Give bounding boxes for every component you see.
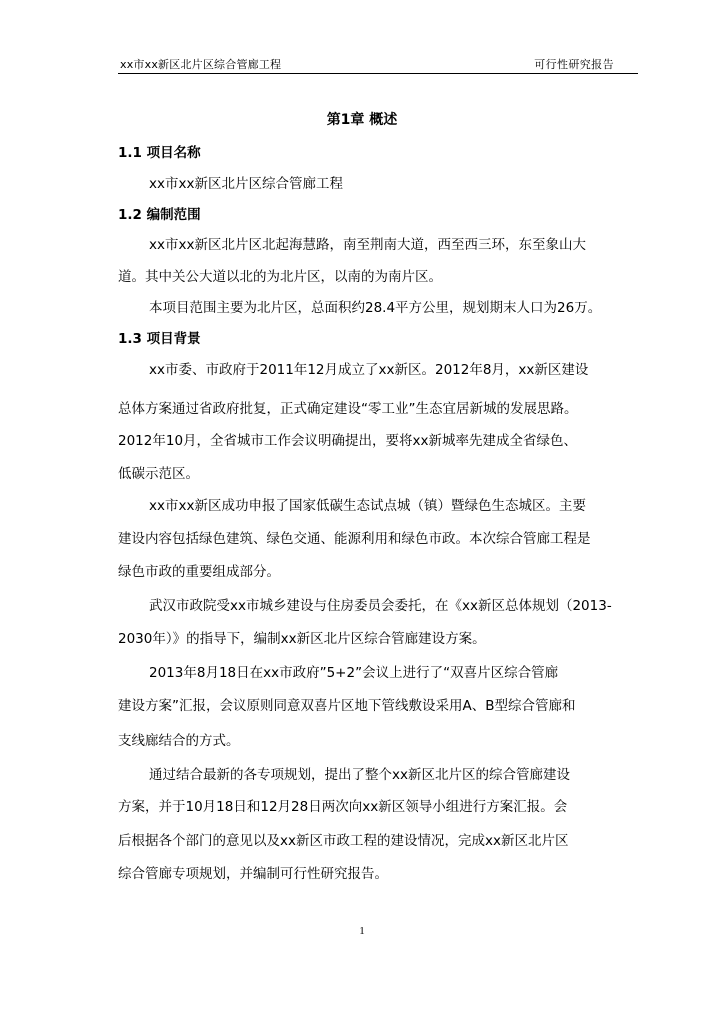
- section-heading-1-2: 1.2 编制范围: [118, 207, 201, 223]
- paragraph-line: 总体方案通过省政府批复，正式确定建设“零工业”生态宜居新城的发展思路。: [118, 401, 578, 417]
- header-project-name: xx市xx新区北片区综合管廊工程: [120, 58, 282, 71]
- paragraph-line: 建设内容包括绿色建筑、绿色交通、能源利用和绿色市政。本次综合管廊工程是: [118, 531, 591, 547]
- paragraph-line: 方案，并于10月18日和12月28日两次向xx新区领导小组进行方案汇报。会: [118, 799, 568, 815]
- paragraph-line: 绿色市政的重要组成部分。: [118, 564, 280, 580]
- paragraph-line: 低碳示范区。: [118, 466, 199, 482]
- section-heading-1-3: 1.3 项目背景: [118, 331, 201, 347]
- header-report-type: 可行性研究报告: [534, 58, 614, 71]
- header-divider: [118, 73, 638, 74]
- paragraph-line: 建设方案”汇报，会议原则同意双喜片区地下管线敷设采用A、B型综合管廊和: [118, 698, 576, 714]
- paragraph-line: xx市xx新区北片区北起海慧路，南至荆南大道，西至西三环，东至象山大: [149, 237, 586, 253]
- paragraph-line: 2013年8月18日在xx市政府”5+2”会议上进行了“双喜片区综合管廊: [149, 665, 559, 681]
- paragraph-line: 2030年）》的指导下，编制xx新区北片区综合管廊建设方案。: [118, 631, 486, 647]
- paragraph-line: xx市委、市政府于2011年12月成立了xx新区。2012年8月，xx新区建设: [149, 362, 589, 378]
- section-heading-1-1: 1.1 项目名称: [118, 145, 201, 161]
- paragraph-line: 综合管廊专项规划，并编制可行性研究报告。: [118, 866, 388, 882]
- paragraph-line: 后根据各个部门的意见以及xx新区市政工程的建设情况，完成xx新区北片区: [118, 833, 569, 849]
- paragraph-line: 武汉市政院受xx市城乡建设与住房委员会委托，在《xx新区总体规划（2013-: [149, 598, 612, 614]
- page-header: [118, 58, 638, 72]
- chapter-title: 第1章 概述: [326, 112, 398, 128]
- paragraph-line: 道。其中关公大道以北的为北片区，以南的为南片区。: [118, 269, 442, 285]
- page-number: 1: [359, 925, 365, 937]
- paragraph-line: 2012年10月，全省城市工作会议明确提出，要将xx新城率先建成全省绿色、: [118, 433, 578, 449]
- paragraph-line: 本项目范围主要为北片区，总面积约28.4平方公里，规划期末人口为26万。: [149, 300, 602, 316]
- paragraph-line: 通过结合最新的各专项规划，提出了整个xx新区北片区的综合管廊建设: [149, 767, 570, 783]
- paragraph-line: xx市xx新区北片区综合管廊工程: [149, 176, 343, 192]
- paragraph-line: xx市xx新区成功申报了国家低碳生态试点城（镇）暨绿色生态城区。主要: [149, 498, 586, 514]
- paragraph-line: 支线廊结合的方式。: [118, 733, 240, 749]
